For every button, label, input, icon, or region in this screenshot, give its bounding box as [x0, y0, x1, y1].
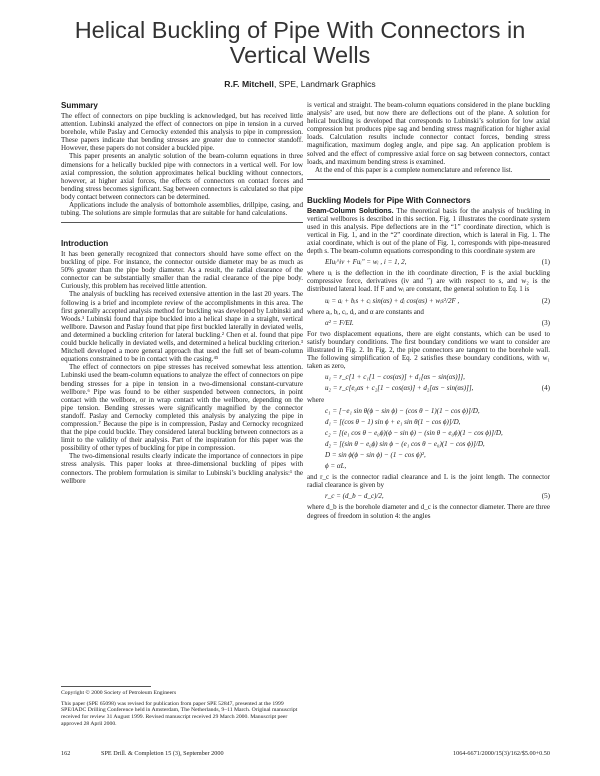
copyright-footnote — [61, 686, 301, 728]
issn-code: 1064-6671/2000/15(3)/162/$5.00+0.50 — [453, 750, 550, 757]
section-divider — [61, 222, 303, 223]
equation-number: (3) — [541, 318, 550, 327]
intro-paragraph: The analysis of buckling has received extensive attention in the last 20 years. The following is a brief and incomplete review of the accomplishments in this area. The first generally accepted analysis method for buckling was developed by Lubinski and Woods.¹ Lubinski found that pipe buckled into a helical shape in a straight, vertical wellbore. Dawson and Paslay found that pipe first buckled laterally in deviated wells, and determined a buckling criterion for lateral buckling.² Chen et al. found that pipe could buckle helically in deviated wells, and determined a helical buckling criterion.³ Mitchell developed a more general approach that used the full set of beam-column equations constrained to be in contact with the casing.⁴⁵ — [61, 290, 303, 364]
buckling-paragraph: and r_c is the connector radial clearance and L is the joint length. The connector radial clearance is given by — [307, 473, 550, 490]
equation-3: α² = F/EI. (3) — [325, 318, 550, 327]
equation-2: uᵢ = aᵢ + bᵢs + cᵢ sin(αs) + dᵢ cos(αs) + wᵢs²/2F , (2) — [325, 296, 550, 305]
equation-number: (4) — [541, 384, 550, 393]
definition-line: c₁ = [−e₁ sin θ(ϕ − sin ϕ) − (cos θ − 1)(1 − cos ϕ)]/D, — [325, 406, 480, 415]
buckling-heading: Buckling Models for Pipe With Connectors — [307, 195, 471, 205]
paper-title: Helical Buckling of Pipe With Connectors in Vertical Wells — [74, 17, 526, 68]
buckling-paragraph: where d_b is the borehole diameter and d_c is the connector diameter. There are three degrees of freedom in solution 4: the angles — [307, 503, 550, 520]
intro-paragraph: The two-dimensional results clearly indicate the importance of connectors in pipe stress analysis. This paper looks at three-dimensional buckling of pipes with connectors. The problem formulation is similar to Lubinski’s buckling analysis:¹ the wellbore — [61, 452, 303, 485]
equation-5: r_c = (d_b − d_c)/2, (5) — [325, 492, 550, 501]
definition-line: D = sin ϕ(ϕ − sin ϕ) − (1 − cos ϕ)², — [325, 450, 426, 459]
equation-4a: u₁ = r_c[1 + c₁[1 − cos(αs)] + d₁[αs − sin(αs)]], — [325, 373, 465, 382]
buckling-paragraph: For two displacement equations, there are eight constants, which can be used to satisfy boundary conditions. The first boundary conditions we want to consider are illustrated in Fig. 2. In Fig. 2, the pipe connectors are tangent to the borehole wall. The following simplification of Eq. 2 satisfies these boundary conditions, with w₁ taken as zero, — [307, 329, 550, 371]
buckling-paragraph: where uᵢ is the deflection in the ith coordinate direction, F is the axial buckling compressive force, derivatives (iv and ″) are with respect to s, and w₂ is the distributed lateral load. If F and wᵢ are constant, the general solution to Eq. 1 is — [307, 269, 550, 294]
buckling-paragraph: where aᵢ, bᵢ, cᵢ, dᵢ, and α are constants and — [307, 307, 424, 316]
author-affiliation: , SPE, Landmark Graphics — [273, 79, 376, 89]
section-divider — [307, 179, 550, 180]
equation-number: (2) — [541, 296, 550, 305]
summary-paragraph: The effect of connectors on pipe buckling is acknowledged, but has received little attention. Lubinski analyzed the effect of connectors on pipe in tension in a curved borehole, while Paslay and Cernocky extended this analysis to pipe in compression. These papers indicate that bending stresses are greater due to connector standoff. However, these papers do not consider a buckled pipe. — [61, 112, 303, 153]
left-column — [61, 101, 303, 485]
intro-paragraph: The effect of connectors on pipe stresses has received somewhat less attention. Lubinski used the beam-column equations to analyze the effect of connectors on pipe bending stresses for a pipe in tension in a two-dimensional constant-curvature wellbore.⁶ Pipe was found to be either suspended between connectors, in point contact with the wellbore, or in wrap contact with the wellbore, depending on the pipe tension. Bending stresses were significantly magnified by the connector standoff. Paslay and Cernocky completed this analysis by analyzing the pipe in compression.⁷ Because the pipe is in compression, Paslay and Cernocky recognized that the pipe could buckle. They considered lateral buckling between connectors as a limit to the validity of their analysis. Part of the inspiration for this paper was the possibility of other types of buckling for pipe in compression. — [61, 363, 303, 453]
intro-continued: At the end of this paper is a complete nomenclature and reference list. — [315, 165, 513, 174]
equation-number: (1) — [541, 258, 550, 267]
introduction-heading: Introduction — [61, 239, 109, 249]
summary-paragraph: This paper presents an analytic solution of the beam-column equations in three dimensions for a helically buckled pipe with connectors in a vertical well. For low axial compression, the solution approximates helical buckling without connectors, however, at higher axial forces, the effects of connectors on contact forces and bending stress becomes significant. Sag between connectors is calculated so that pipe body contact between connectors can be determined. — [61, 152, 303, 201]
footnote-rule — [61, 686, 151, 687]
where-label: where — [307, 395, 325, 404]
buckling-paragraph: Beam-Column Solutions. The theoretical basis for the analysis of buckling in vertical wellbores is described in this section. Fig. 1 illustrates the coordinate system used in this analysis. Pipe deflections are in the “1” coordinate direction, which is vertical in Fig. 1, and in the “2” coordinate direction, which is lateral in Fig. 1. The axial coordinate, which is out of the plane of Fig. 1, corresponds with pipe-measured depth s. The beam-column equations corresponding to this coordinate system are — [307, 205, 550, 256]
intro-continued: is vertical and straight. The beam-column equations considered in the plane buckling analysis⁷ are used, but now there are deflections out of the plane. A solution for helical buckling is developed that corresponds to Lubinski’s solution for low axial compression but produces pipe sag and bending stress magnification for higher axial loads. Calculation results include connector contact forces, bending stress magnification, maximum dogleg angle, and pipe sag. An application problem is solved and the effect of compressive axial force on sag between connectors, contact loads, and maximum bending stress is examined. — [307, 101, 550, 166]
intro-paragraph: It has been generally recognized that connectors should have some effect on the buckling of pipe. For instance, the connector outside diameter may be as much as 50% greater than the pipe body diameter. As a result, the radial clearance of the connector can be substantially smaller than the radial clearance of the pipe body. Curiously, this problem has received little attention. — [61, 250, 303, 291]
author-name: R.F. Mitchell — [224, 79, 274, 89]
summary-paragraph: Applications include the analysis of bottomhole assemblies, drillpipe, casing, and tubing. The solutions are simple formulas that are suitable for hand calculations. — [61, 201, 303, 218]
footnote-text: This paper (SPE 65098) was revised for publication from paper SPE 52847, presented at the 1999 SPE/IADC Drilling Conference held in Amsterdam, The Netherlands, 9–11 March. Original manuscript received for review 31 August 1999. Revised manuscript received 29 March 2000. Manuscript peer approved 28 April 2000. — [61, 700, 298, 727]
definition-line: ϕ = αL, — [325, 462, 347, 471]
right-column — [307, 101, 550, 520]
equation-4b: u₂ = r_c[e₀αs + c₂[1 − cos(αs)] + d₂[αs − sin(αs)]], (4) — [325, 384, 550, 393]
subheading: Beam-Column Solutions. — [307, 205, 394, 215]
page-number: 162 — [61, 750, 71, 757]
definition-line: c₂ = [(e₁ cos θ − e₀ϕ)(ϕ − sin ϕ) − (sin θ − e₀ϕ)(1 − cos ϕ)]/D, — [325, 428, 503, 437]
summary-heading: Summary — [61, 101, 98, 110]
definition-line: d₁ = [(cos θ − 1) sin ϕ + e₁ sin θ(1 − cos ϕ)]/D, — [325, 417, 461, 426]
definition-line: d₂ = [(sin θ − e₀ϕ) sin ϕ − (e₁ cos θ − e₀)(1 − cos ϕ)]/D, — [325, 439, 485, 448]
equation-1: EIuᵢ^iv + Fuᵢ″ = wᵢ , i = 1, 2, (1) — [325, 258, 550, 267]
journal-citation: SPE Drill. & Completion 15 (3), September 2000 — [101, 750, 224, 757]
equation-number: (5) — [541, 492, 550, 501]
author-line — [0, 79, 600, 89]
copyright-line: Copyright © 2000 Society of Petroleum Engineers — [61, 689, 177, 696]
